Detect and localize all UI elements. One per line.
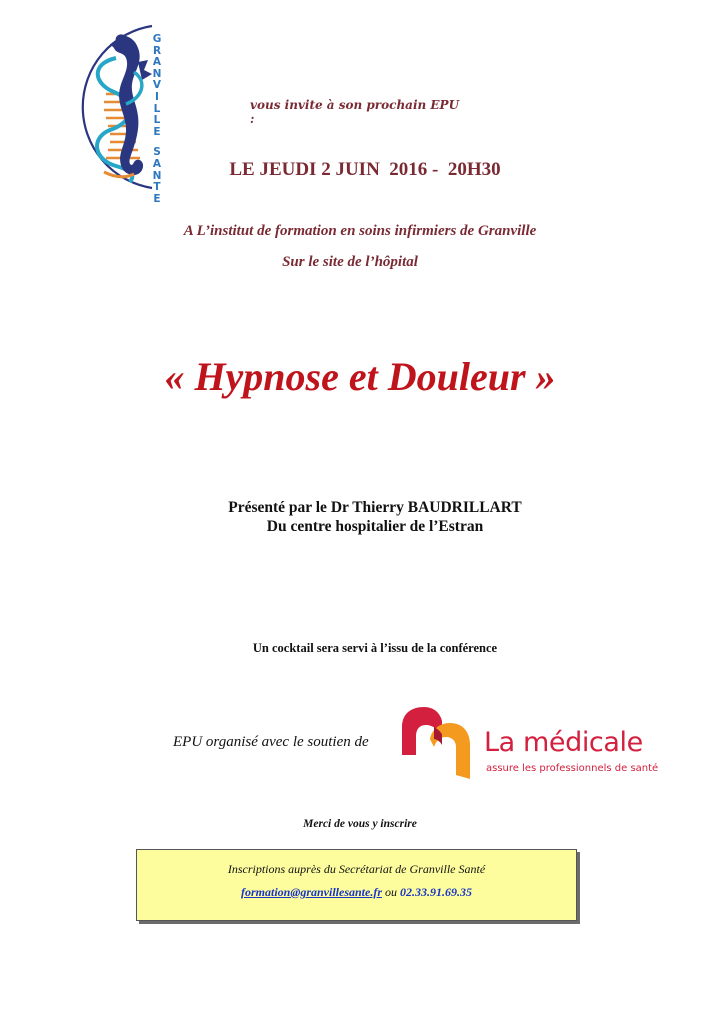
logo-letter: S [153,146,161,159]
la-medicale-logo-icon [400,705,480,781]
logo-letter: E [153,192,161,205]
logo-letter: R [152,44,162,57]
logo-letter: T [153,181,161,194]
registration-prompt: Merci de vous y inscrire [303,818,417,830]
sponsor-name: La médicale [484,727,643,758]
logo-letter: A [152,157,162,170]
registration-box [136,849,577,921]
invite-text: vous invite à son prochain EPU : [250,98,460,126]
cocktail-note: Un cocktail sera servi à l’issu de la conférence [252,641,498,655]
sponsor-text: EPU organisé avec le soutien de [173,734,369,750]
logo-letter: E [153,125,161,138]
logo-letter: L [153,114,161,127]
presenter-name: Présenté par le Dr Thierry BAUDRILLART [228,499,522,516]
phone-number: 02.33.91.69.35 [400,885,472,899]
logo-letter: N [152,67,162,80]
presenter-block [160,498,590,536]
event-title: « Hypnose et Douleur » [164,354,556,399]
logo-letter: I [155,90,159,103]
logo-letter: G [152,33,162,45]
sponsor-tagline: assure les professionnels de santé [486,763,659,774]
presenter-affiliation: Du centre hospitalier de l’Estran [266,518,484,535]
email-link[interactable]: formation@granvillesante.fr [241,885,382,899]
logo-letter: V [152,79,162,92]
venue-line-2: Sur le site de l’hôpital [282,254,418,270]
contact-line [137,885,576,900]
logo-letter: A [152,56,162,69]
logo-letter: L [153,102,161,115]
registration-info: Inscriptions auprès du Secrétariat de Granville Santé [227,862,486,876]
event-date: LE JEUDI 2 JUIN 2016 - 20H30 [229,159,501,180]
or-separator: ou [382,885,400,899]
venue-line-1: A L’institut de formation en soins infirmiers de Granville [183,223,537,239]
logo-letter: N [152,169,162,182]
